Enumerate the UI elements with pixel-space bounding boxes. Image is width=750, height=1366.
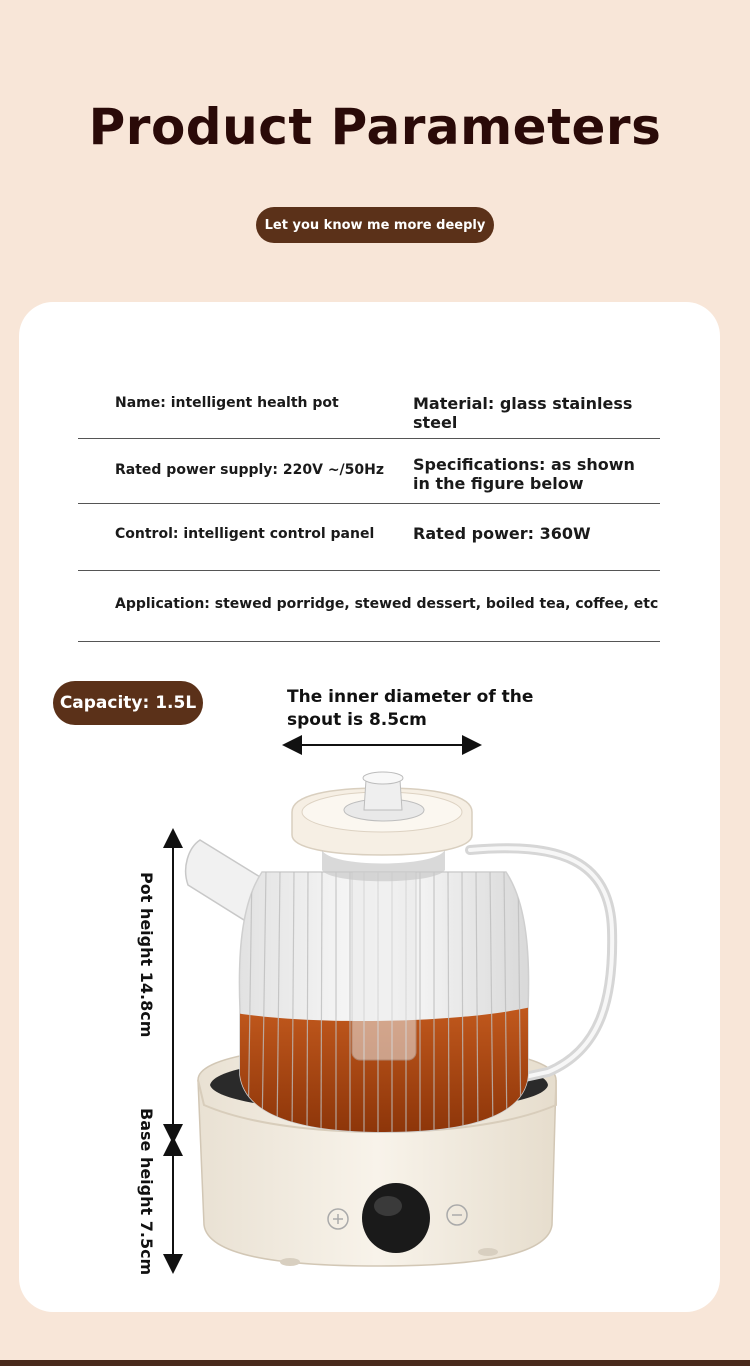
spec-material: Material: glass stainless steel xyxy=(413,394,633,432)
spec-control: Control: intelligent control panel xyxy=(115,526,375,542)
spec-application: Application: stewed porridge, stewed dessert, boiled tea, coffee, etc xyxy=(115,596,659,612)
spec-name: Name: intelligent health pot xyxy=(115,395,339,411)
tea-infuser xyxy=(352,860,416,1060)
spout-diameter-label: The inner diameter of the spout is 8.5cm xyxy=(287,687,534,730)
control-knob xyxy=(362,1183,430,1253)
pot-lid xyxy=(292,772,472,881)
subtitle-badge: Let you know me more deeply xyxy=(256,207,494,243)
page-title: Product Parameters xyxy=(88,98,662,156)
spec-rated-power: Rated power: 360W xyxy=(413,524,591,543)
spec-rated-power-supply: Rated power supply: 220V ~/50Hz xyxy=(115,462,385,478)
pot-height-label: Pot height 14.8cm xyxy=(137,872,156,1038)
bottom-divider xyxy=(0,1360,750,1366)
capacity-badge: Capacity: 1.5L xyxy=(53,681,203,725)
base-height-label: Base height 7.5cm xyxy=(137,1108,156,1276)
spec-specifications: Specifications: as shown in the figure below xyxy=(413,455,635,493)
glass-pot xyxy=(230,860,540,1140)
